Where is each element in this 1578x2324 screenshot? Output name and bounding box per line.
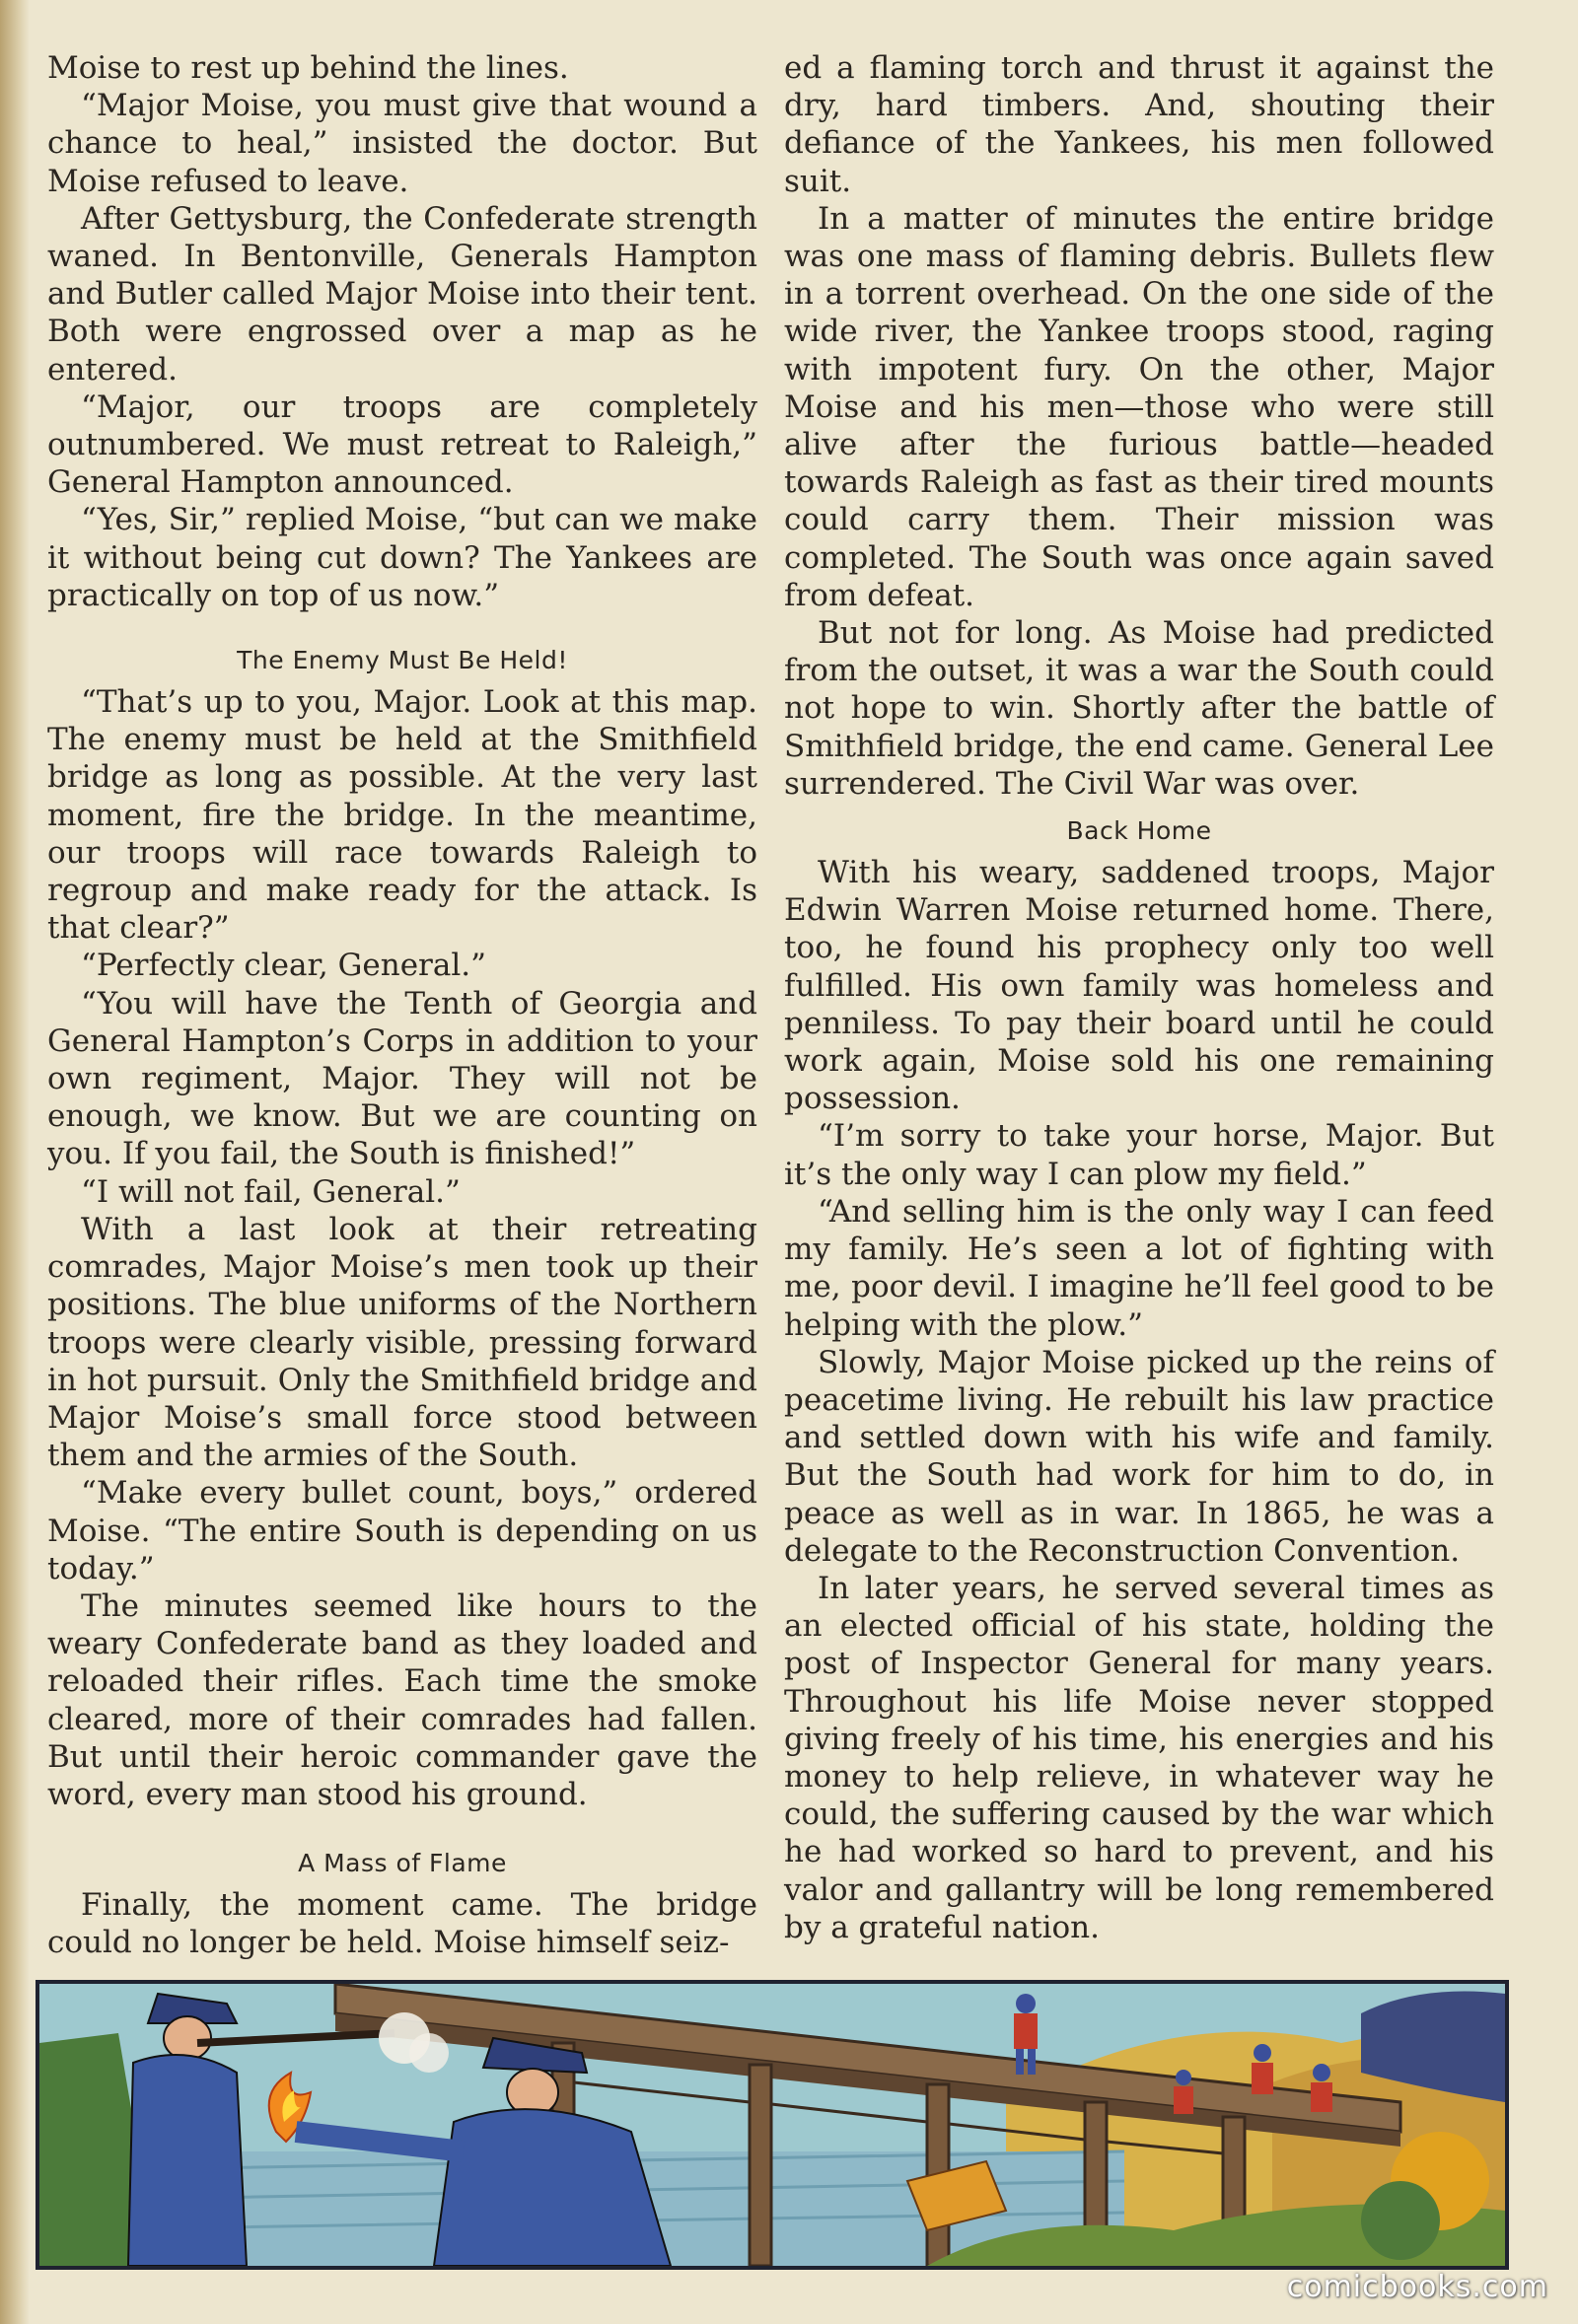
paragraph: “That’s up to you, Major. Look at this map. The enemy must be held at the Smithfield bridge as long as possible. At the very last moment, fire the bridge. In the meantime, our troops will race towards Raleigh to regroup and make ready for the attack. Is that clear?”: [47, 684, 757, 947]
paragraph: Finally, the moment came. The bridge could no longer be held. Moise himself seiz-: [47, 1887, 757, 1961]
section-heading: A Mass of Flame: [298, 1849, 507, 1878]
paragraph: After Gettysburg, the Confederate strength waned. In Bentonville, Generals Hampton and Butler called Major Moise into their tent. Both were engrossed over a map as he entered.: [47, 200, 757, 387]
bush: [1361, 2181, 1440, 2260]
section-heading: Back Home: [1066, 816, 1212, 846]
paragraph: “Yes, Sir,” replied Moise, “but can we make it without being cut down? The Yankees are practically on top of us now.”: [47, 502, 757, 613]
paragraph: In a matter of minutes the entire bridge was one mass of flaming debris. Bullets flew in a torrent overhead. On the one side of the wide river, the Yankee troops stood, raging with impotent fury. On the other, Major Moise and his men—those who were still alive after the furious battle—headed towards Raleigh as fast as their tired mounts could carry them. Their mission was completed. The South was once again saved from defeat.: [784, 200, 1494, 613]
paragraph: “Make every bullet count, boys,” ordered Moise. “The entire South is depending on us today.”: [47, 1475, 757, 1586]
paragraph: “Major Moise, you must give that wound a chance to heal,” insisted the doctor. But Moise refused to leave.: [47, 88, 757, 199]
bridge-battle-scene: [39, 1984, 1505, 2266]
paragraph: Moise to rest up behind the lines.: [47, 50, 569, 86]
paragraph: The minutes seemed like hours to the weary Confederate band as they loaded and reloaded their rifles. Each time the smoke cleared, more of their comrades had fallen. But until their heroic commander gave the word, every man stood his ground.: [47, 1587, 757, 1812]
paragraph: “I’m sorry to take your horse, Major. But it’s the only way I can plow my field.”: [784, 1118, 1494, 1192]
paragraph: “You will have the Tenth of Georgia and General Hampton’s Corps in addition to your own regiment, Major. They will not be enough, we know. But we are counting on you. If you fail, the South is finished!”: [47, 985, 757, 1172]
comic-panel-illustration: [36, 1980, 1509, 2270]
paragraph: But not for long. As Moise had predicted from the outset, it was a war the South could not hope to win. Shortly after the battle of Smithfield bridge, the end came. General Lee surrendered. The Civil War was over.: [784, 615, 1494, 802]
paragraph: With a last look at their retreating comrades, Major Moise’s men took up their positions. The blue uniforms of the Northern troops were clearly visible, pressing forward in hot pursuit. Only the Smithfield bridge and Major Moise’s small force stood between them and the armies of the South.: [47, 1211, 757, 1474]
paragraph: “And selling him is the only way I can feed my family. He’s seen a lot of fighting with me, poor devil. I imagine he’ll feel good to be helping with the plow.”: [784, 1193, 1494, 1343]
paragraph: “I will not fail, General.”: [81, 1173, 461, 1210]
left-column: [47, 49, 757, 1962]
paragraph: “Major, our troops are completely outnumbered. We must retreat to Raleigh,” General Hampton announced.: [47, 388, 757, 501]
page-edge: [0, 0, 30, 2324]
paragraph: In later years, he served several times as an elected official of his state, holding the post of Inspector General for many years. Throughout his life Moise never stopped giving freely of his time, his energies and his money to help relieve, in whatever way he could, the suffering caused by the war which he had worked so hard to prevent, and his valor and gallantry will be long remembered by a grateful nation.: [784, 1570, 1494, 1945]
paragraph: With his weary, saddened troops, Major Edwin Warren Moise returned home. There, too, he found his prophecy only too well fulfilled. His own family was homeless and penniless. To pay their board until he could work again, Moise sold his one remaining possession.: [784, 855, 1494, 1117]
right-column: [784, 49, 1494, 1946]
section-heading: The Enemy Must Be Held!: [237, 646, 568, 675]
paragraph: “Perfectly clear, General.”: [81, 948, 486, 984]
watermark: comicbooks.com: [1286, 2270, 1548, 2304]
paragraph: ed a flaming torch and thrust it against the dry, hard timbers. And, shouting their defiance of the Yankees, his men followed suit.: [784, 50, 1494, 199]
paragraph: Slowly, Major Moise picked up the reins of peacetime living. He rebuilt his law practice and settled down with his wife and family. But the South had work for him to do, in peace as well as in war. In 1865, he was a delegate to the Reconstruction Convention.: [784, 1344, 1494, 1569]
